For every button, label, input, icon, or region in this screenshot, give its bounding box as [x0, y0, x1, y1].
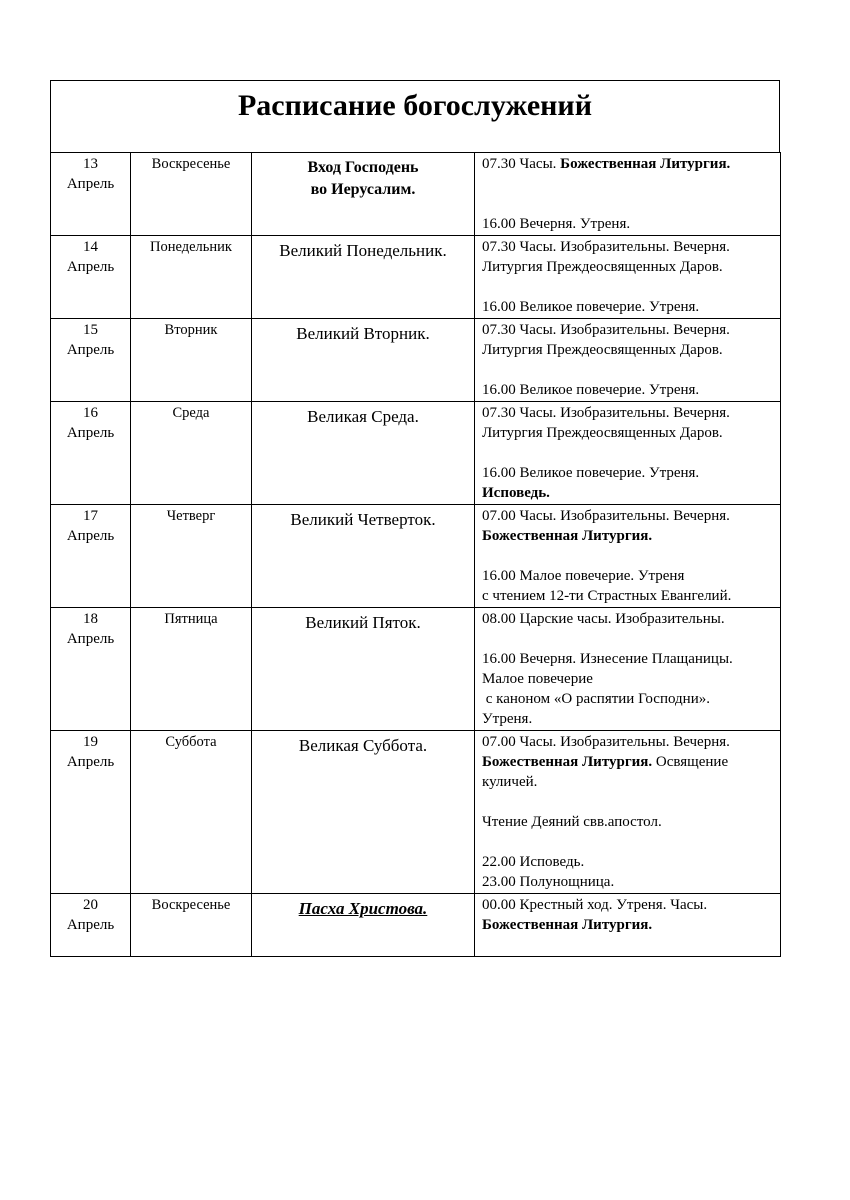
services-cell — [475, 731, 781, 894]
service-line — [482, 709, 778, 729]
services-cell — [475, 402, 781, 505]
service-text-bold: Исповедь. — [482, 485, 550, 501]
service-line — [482, 380, 778, 400]
day-number: 19 — [83, 734, 98, 750]
schedule-row — [51, 236, 781, 319]
month-name: Апрель — [66, 176, 115, 192]
feast-cell — [252, 319, 475, 402]
date-cell — [51, 153, 131, 236]
feast-line: во Иерусалим. — [310, 181, 416, 198]
service-text: Литургия Преждеосвященных Даров. — [482, 425, 723, 441]
month-name: Апрель — [66, 425, 115, 441]
schedule-row — [51, 894, 781, 957]
feast-cell — [252, 236, 475, 319]
service-line — [482, 915, 778, 935]
services-cell — [475, 319, 781, 402]
weekday-cell: Понедельник — [131, 236, 252, 319]
service-text: 07.30 Часы. — [482, 156, 561, 172]
schedule-row — [51, 731, 781, 894]
service-text: Чтение Деяний свв.апостол. — [482, 814, 662, 830]
service-text: 16.00 Малое повечерие. Утреня — [482, 568, 685, 584]
feast-cell — [252, 153, 475, 236]
service-line — [482, 609, 778, 629]
month-name: Апрель — [66, 342, 115, 358]
schedule-row — [51, 505, 781, 608]
date-cell — [51, 236, 131, 319]
date-cell — [51, 608, 131, 731]
service-text: Освящение — [652, 754, 729, 770]
service-text: 16.00 Вечерня. Утреня. — [482, 216, 631, 232]
weekday-cell: Суббота — [131, 731, 252, 894]
feast-line: Великий Четверток. — [290, 510, 436, 529]
date-cell — [51, 894, 131, 957]
service-line — [482, 852, 778, 872]
day-number: 14 — [83, 239, 98, 255]
service-text: куличей. — [482, 774, 538, 790]
day-number: 18 — [83, 611, 98, 627]
service-text: 00.00 Крестный ход. Утреня. Часы. — [482, 897, 708, 913]
feast-cell — [252, 731, 475, 894]
date-cell — [51, 319, 131, 402]
service-text: 07.30 Часы. Изобразительны. Вечерня. — [482, 405, 730, 421]
feast-line: Великая Суббота. — [298, 736, 428, 755]
service-line — [482, 772, 778, 792]
service-text-bold: Божественная Литургия. — [482, 917, 653, 933]
service-text: 07.30 Часы. Изобразительны. Вечерня. — [482, 239, 730, 255]
service-line — [482, 340, 778, 360]
service-text-bold: Божественная Литургия. — [482, 754, 653, 770]
service-text: 07.00 Часы. Изобразительны. Вечерня. — [482, 734, 730, 750]
service-line — [482, 423, 778, 443]
service-text: 16.00 Великое повечерие. Утреня. — [482, 299, 700, 315]
weekday-cell: Воскресенье — [131, 153, 252, 236]
feast-line: Великий Пяток. — [305, 613, 421, 632]
blank-line — [482, 194, 778, 214]
services-cell — [475, 894, 781, 957]
blank-line — [482, 792, 778, 812]
day-number: 13 — [83, 156, 98, 172]
month-name: Апрель — [66, 259, 115, 275]
schedule-row — [51, 319, 781, 402]
service-line — [482, 526, 778, 546]
schedule-sheet — [50, 80, 780, 957]
date-cell — [51, 505, 131, 608]
service-text: Малое повечерие — [482, 671, 593, 687]
feast-line: Великий Вторник. — [296, 324, 430, 343]
feast-cell — [252, 894, 475, 957]
weekday-cell: Воскресенье — [131, 894, 252, 957]
feast-line: Вход Господень — [307, 159, 419, 176]
service-text-bold: Божественная Литургия. — [560, 156, 731, 172]
schedule-row — [51, 608, 781, 731]
service-text: Литургия Преждеосвященных Даров. — [482, 259, 723, 275]
blank-line — [482, 832, 778, 852]
service-text: с чтением 12-ти Страстных Евангелий. — [482, 588, 732, 604]
blank-line — [482, 360, 778, 380]
service-text: 23.00 Полунощница. — [482, 874, 615, 890]
services-cell — [475, 153, 781, 236]
service-line — [482, 403, 778, 423]
weekday-cell: Четверг — [131, 505, 252, 608]
blank-line — [482, 546, 778, 566]
blank-line — [482, 277, 778, 297]
schedule-row — [51, 402, 781, 505]
service-line — [482, 483, 778, 503]
service-text-bold: Божественная Литургия. — [482, 528, 653, 544]
service-text: 16.00 Великое повечерие. Утреня. — [482, 382, 700, 398]
month-name: Апрель — [66, 754, 115, 770]
blank-line — [482, 443, 778, 463]
month-name: Апрель — [66, 631, 115, 647]
weekday-cell: Среда — [131, 402, 252, 505]
service-text: 22.00 Исповедь. — [482, 854, 585, 870]
service-line — [482, 732, 778, 752]
month-name: Апрель — [66, 917, 115, 933]
service-line — [482, 257, 778, 277]
weekday-cell: Пятница — [131, 608, 252, 731]
schedule-row — [51, 153, 781, 236]
service-line — [482, 689, 778, 709]
service-text: 08.00 Царские часы. Изобразительны. — [482, 611, 725, 627]
service-line — [482, 586, 778, 606]
service-text: 16.00 Великое повечерие. Утреня. — [482, 465, 700, 481]
service-line — [482, 154, 778, 174]
service-line — [482, 214, 778, 234]
services-cell — [475, 505, 781, 608]
services-cell — [475, 236, 781, 319]
service-text: с каноном «О распятии Господни». — [482, 691, 710, 707]
feast-cell — [252, 505, 475, 608]
feast-cell — [252, 402, 475, 505]
service-text: Утреня. — [482, 711, 533, 727]
day-number: 16 — [83, 405, 98, 421]
month-name: Апрель — [66, 528, 115, 544]
service-text: Литургия Преждеосвященных Даров. — [482, 342, 723, 358]
day-number: 15 — [83, 322, 98, 338]
service-text: 07.00 Часы. Изобразительны. Вечерня. — [482, 508, 730, 524]
service-line — [482, 872, 778, 892]
date-cell — [51, 402, 131, 505]
feast-line: Пасха Христова. — [298, 899, 428, 918]
service-text: 07.30 Часы. Изобразительны. Вечерня. — [482, 322, 730, 338]
blank-line — [482, 629, 778, 649]
service-line — [482, 237, 778, 257]
day-number: 20 — [83, 897, 98, 913]
service-text: 16.00 Вечерня. Изнесение Плащаницы. — [482, 651, 733, 667]
service-line — [482, 463, 778, 483]
schedule-title: Расписание богослужений — [50, 80, 780, 152]
blank-line — [482, 174, 778, 194]
service-line — [482, 649, 778, 669]
schedule-table — [50, 152, 781, 957]
service-line — [482, 752, 778, 772]
service-line — [482, 566, 778, 586]
feast-cell — [252, 608, 475, 731]
service-line — [482, 812, 778, 832]
blank-line — [482, 935, 778, 955]
date-cell — [51, 731, 131, 894]
feast-line: Великая Среда. — [307, 407, 419, 426]
service-line — [482, 895, 778, 915]
service-line — [482, 320, 778, 340]
services-cell — [475, 608, 781, 731]
day-number: 17 — [83, 508, 98, 524]
feast-line: Великий Понедельник. — [279, 241, 447, 260]
service-line — [482, 506, 778, 526]
service-line — [482, 669, 778, 689]
service-line — [482, 297, 778, 317]
weekday-cell: Вторник — [131, 319, 252, 402]
